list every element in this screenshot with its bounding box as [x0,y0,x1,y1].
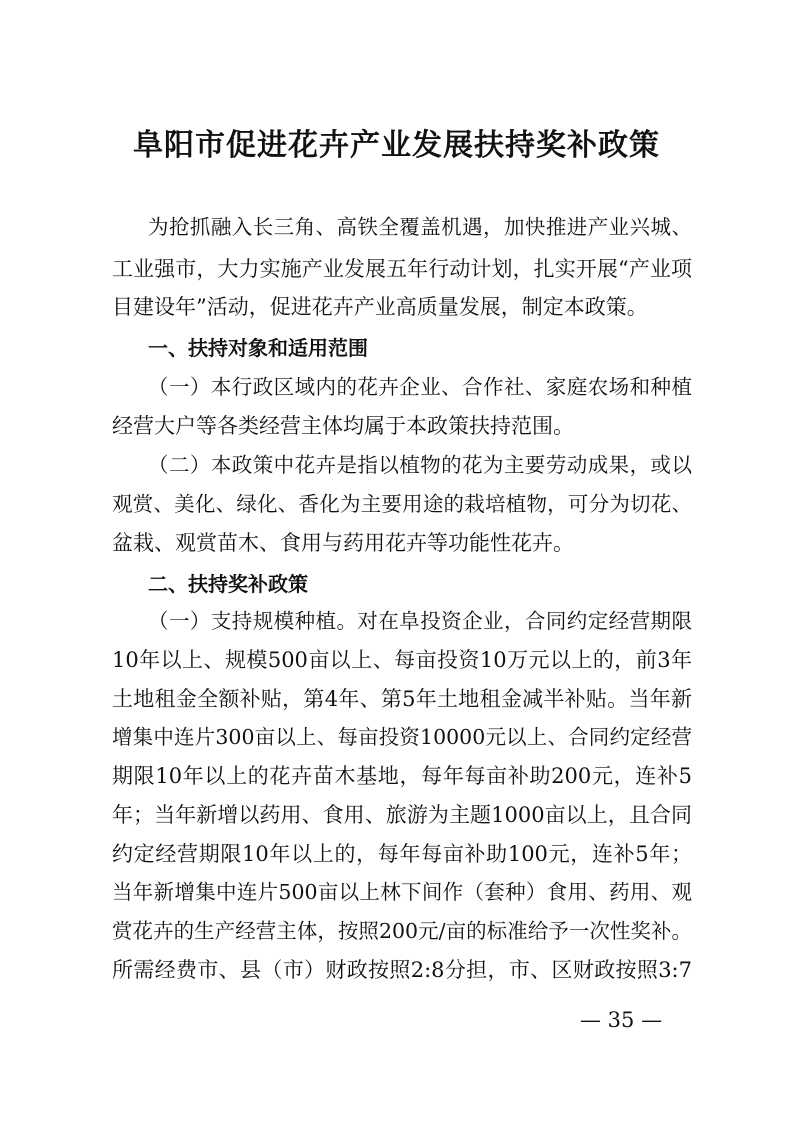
paragraph-line: 土地租金全额补贴，第4年、第5年土地租金减半补贴。当年新 [112,687,692,711]
paragraph-line: 工业强市，大力实施产业发展五年行动计划，扎实开展“产业项 [112,257,692,281]
paragraph-line: 赏花卉的生产经营主体，按照200元/亩的标准给予一次性奖补。 [112,919,692,943]
paragraph-line: 所需经费市、县（市）财政按照2:8分担，市、区财政按照3:7 [112,958,692,982]
paragraph-line: 约定经营期限10年以上的，每年每亩补助100元，连补5年； [112,842,692,866]
paragraph-line: 为抢抓融入长三角、高铁全覆盖机遇，加快推进产业兴城、 [148,215,692,239]
section-heading: 二、扶持奖补政策 [148,572,308,596]
document-title: 阜阳市促进花卉产业发展扶持奖补政策 [133,128,660,163]
paragraph-line: 当年新增集中连片500亩以上林下间作（套种）食用、药用、观 [112,880,692,904]
paragraph-line: （一）支持规模种植。对在阜投资企业，合同约定经营期限 [148,609,692,633]
paragraph-line: （一）本行政区域内的花卉企业、合作社、家庭农场和种植 [148,375,692,399]
section-heading: 一、扶持对象和适用范围 [148,336,368,360]
paragraph-line: 增集中连片300亩以上、每亩投资10000元以上、合同约定经营 [112,725,692,749]
paragraph-line: 目建设年”活动，促进花卉产业高质量发展，制定本政策。 [112,295,648,319]
paragraph-line: 经营大户等各类经营主体均属于本政策扶持范围。 [112,414,574,438]
paragraph-line: 盆栽、观赏苗木、食用与药用花卉等功能性花卉。 [112,531,574,555]
paragraph-line: 10年以上、规模500亩以上、每亩投资10万元以上的，前3年 [112,648,692,672]
paragraph-line: 期限10年以上的花卉苗木基地，每年每亩补助200元，连补5 [112,764,692,788]
page-number: — 35 — [580,1008,663,1032]
paragraph-line: 年；当年新增以药用、食用、旅游为主题1000亩以上，且合同 [112,803,692,827]
paragraph-line: （二）本政策中花卉是指以植物的花为主要劳动成果，或以 [148,453,692,477]
paragraph-line: 观赏、美化、绿化、香化为主要用途的栽培植物，可分为切花、 [112,492,692,516]
